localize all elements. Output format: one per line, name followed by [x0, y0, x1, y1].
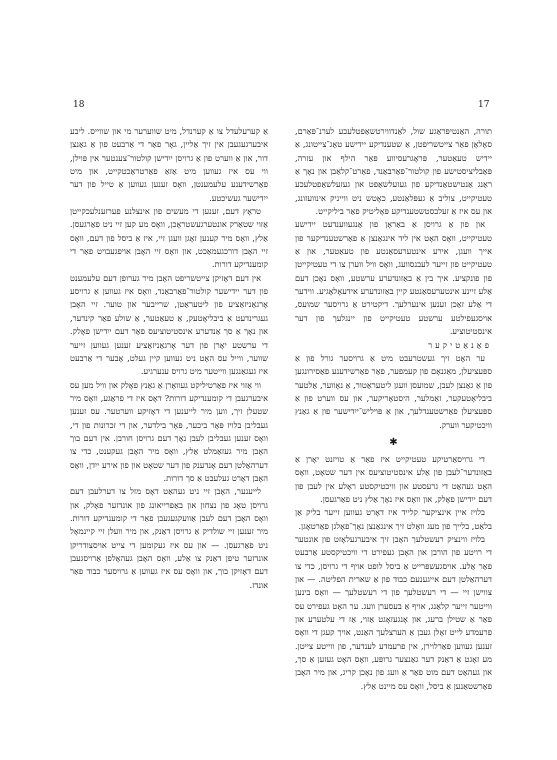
paragraph: אַ קערעלעדל צו אַ קערנדל, מיט שווערער מי און שווייס. ליבע איבערגעגעבן אין זיך אַליין, גאָר פאַר די אַרבעט פון אַ גאַנצן דור, און אַ ווערט פון אַ גרויסן ייִדישן קולטור־צענטער אין פּוילן, ווי עס איז געווען מיט אַזאַ פאַרטראַכטקייט, און מיט פאַרשידענע עלעמענטן, וואָס זענען געווען אַ טייל פון דער ייִדישער געשיכטע.: [70, 126, 268, 203]
left-column: [70, 125, 268, 592]
paragraph: און פון אַ גרויסן אַ באַראָן פון אַנגעווענדעט יידישע טעטיקייט, וואָס האָט אין ליד אינגאַנצן אַ פאַרשטענדיקער פון אייך וועגן, אירע אינטערעסאַנטע פון טעאַטער, און אַ טעטיקייט פון זייער לעבנסוועג, וואָס וויל ווערן צו די טעטיקייטן פון פונקציע. איך בין אַ באַזונדערע ערשטע, וואָס נאָכן דעם אַלע זיינע אינטערעסאַנטע קיין באַזונדערע אידעאָלאָגיע. ווידער די אַלע זאַכן זענען אינערלעך. דיקטירט אַ גרויסער שמועס, אויסגעפילטע ערשטע טעטיקייט פון יינגלעך פון דער אינסטיטוציע.: [295, 219, 492, 337]
paragraph: ער האָט זיך געשטרעבט מיט אַ גרויסער גורל פון אַ ספּעציעלן, מאַגנאָם פון קעמפער, פאַר פאַרשידענע פאַסירונגען פון אַ גאַנצן לעבן, שמועסן וועגן ליטעראַטור, אַ נאָווער, אַלטער ביבליאָטעקער, זאַמלער, היסטאָריקער, און עס ווערט פון אַ ספּעציעלן פאַרשטענדלעך, און אַ פּויליש־ייִדישער פון אַ גאַנץ וויכטיקער ווערק.: [295, 352, 492, 430]
right-column: [295, 125, 492, 693]
section-separator: ✱: [389, 436, 398, 448]
page-number-right: 17: [478, 100, 490, 110]
paragraph: ווי אַזוי איז פאַרטיליקט געוואָרן אַ גאַנץ פאָלק און וויל מען עס איבערגעבן די קומענדיקע דורות? דאָס איז די פראַגע, וואָס מיר שטעלן זיך, ווען מיר לייענען די דאָזיקע ווערטער. עס זענען געבליבן בלויז פּאָר ביכער, פּאָר בילדער, און די זכרונות פון די, וואָס זענען געבליבן לעבן נאָך דעם גרויסן חורבן. אין דעם בוך האָבן מיר געזאַמלט אַלץ, וואָס מיר האָבן געקענט, כדי צו דערהאַלטן דעם אָנדענק פון דער שטאָט און פון אירע ייִדן, וואָס האָבן דאָרט געלעבט אַ סך דורות.: [70, 379, 268, 483]
paragraph: בלויז ווינציק רעשטלעך האָבן זיך איבערגעלאָזט פון אונטער די רויטע פון הורבן און האָבן געפירט די וויכטיקסטע אַרבעט פאַר אַלע. אויסגעשפּרייט אַ ביסל לופט אויף די גרויסן, כדי צו דערהאַלטן דעם אייגענעם כבוד פון אַ שארית הפליטה. — און צווישן זיי — די רעשטלעך פון די רעשטלעך — וואָס בינען ווייטער זייער קלאַנג, אויף אַ בעסערן וועג. ער האָט געפירט עס פאַר אַ שטילן ברעג, און אָנגעזאָגט אַזוי, אַז די עלטערע און פרעמדע לייט זאָלן געבן אַ הערצלעך האַנט, אויך קעגן די וואָס זענען געווען פאַרלוירן, אין פרעמדע לענדער, פון ווייטע צייטן. מע זאָגט אַ דאַנק דער גאַנצער גרופּע, וואָס האָט געזען אַ סך, און געהאַט דעם מוט פאַר אַ וועג פון נאָכן קריג, און מיר האָבן פאַרשטאַנען אַ ביסל, וואָס עס מיינט אַלץ.: [295, 533, 492, 691]
paragraph: בלויז איין אינציקער קלייד איז דאָרט געווען זייער בליק אַן בלאַט, בלייך פון מעג וואָלט זיך אינגאַנצן נאָך־פאָלגן פאַרטאָגן.: [295, 507, 492, 531]
page-number-left: 18: [73, 100, 85, 110]
paragraph: טראָץ דעם, זענען די מעשים פון אינצלנע פערזענלעכקייטן אַזוי שטאַרק אונטערגעשטראָכן, וואָס מע קען זיי ניט פאַרגעסן. אַלץ, וואָס מיר קענען זאָגן וועגן זיי, איז אַ ביסל פון דעם, וואָס זיי האָבן דורכגעמאַכט, און וואָס זיי האָבן אויפגעבויט פאַר די קומענדיקע דורות.: [70, 206, 268, 270]
paragraph: לייענער, האָבן זיי ניט געהאַט דאָס מזל צו דערלעבן דעם גרויסן טאָג פון נצחון און באַפרייאונג פון אונדזער פאָלק, און וואָס האָבן דעם לעבן אַוועקגעגעבן פאַר די קומענדיקע דורות. מיר זענען זיי שולדיק אַ גרויסן דאַנק, און מיר וועלן זיי קיינמאָל ניט פאַרגעסן. — און עס איז געקומען די צייט אויסצודריקן אונדזער טיפן דאַנק צו אַלע, וואָס האָבן געהאָלפן אַרויסגעבן דעם דאָזיקן בוך, און וואָס עס איז געווען אַ גרויסער כבוד פאַר אונדז.: [70, 486, 268, 590]
paragraph: תורה, האַנטיפּראַגע שול, לאַנדווירטשאַפטלעכע לערנ־פּאַרם, סאָלאָן פאַר צייטשריפטן, אַ שטענדיקע יידישע טאָג־צייטונג, אַ יידיש טעאַטער, פּראָגרעסיווע פּאַר הילף און עזרה, פּאַבליציסטישע פון קולטור־פאַרבאַנד, פאַרט־קלאַבן און נאָך אַ ראַנג אַנטישטאַנדיקע פון געזעלשאַפט און געזעלשאַפטלעכע טעטיקייט, צוליב אַ געפּלאַנטע, כאָטש ניט ווייניק אינוועזונג, און עס איז אַ זעלבסטשטענדיקע פּאָליטיק פאַר ביליקייט.: [295, 126, 492, 217]
paragraph: די גרויסאַרטיקע טעטיקייט איז פאַר אַ טויזנט יאָרן אַ באַזונדער־לעבן פון אַלע אינסטיטוציעס אין דער שטאָט, וואָס האָט געהאַט די גרעסטע און וויכטיקסטע ראָלע אין לעבן פון דעם ייִדישן פאָלק, און וואָס איז נאָך אַלץ ניט פאַרגעסן.: [295, 453, 492, 504]
spaced-word: פאַנאַטיקער: [428, 339, 492, 350]
paragraph: אין דעם דאָזיקן צייטשריפט האָבן מיר גערופן דעם עלעמענט פון דער יידישער קולטור־פאַרבאַנד, וואָס איז געווען אַ גרויסע אָרגאַניזאַציע פון ליטעראַטן, שרייבער און טוער. זיי האָבן געגרינדעט אַ ביבליאָטעק, אַ טעאַטער, אַ שולע פאַר קינדער, און נאָך אַ סך אַנדערע אינסטיטוציעס פאַר דעם ייִדישן פאָלק. די ערשטע יאָרן פון דער אָרגאַניזאַציע זענען געווען זייער שווער, ווייל עס האָט ניט געווען קיין געלט, אָבער די אַרבעט איז געגאַנגען ווייטער מיט גרויס ענערגיע.: [70, 272, 268, 377]
